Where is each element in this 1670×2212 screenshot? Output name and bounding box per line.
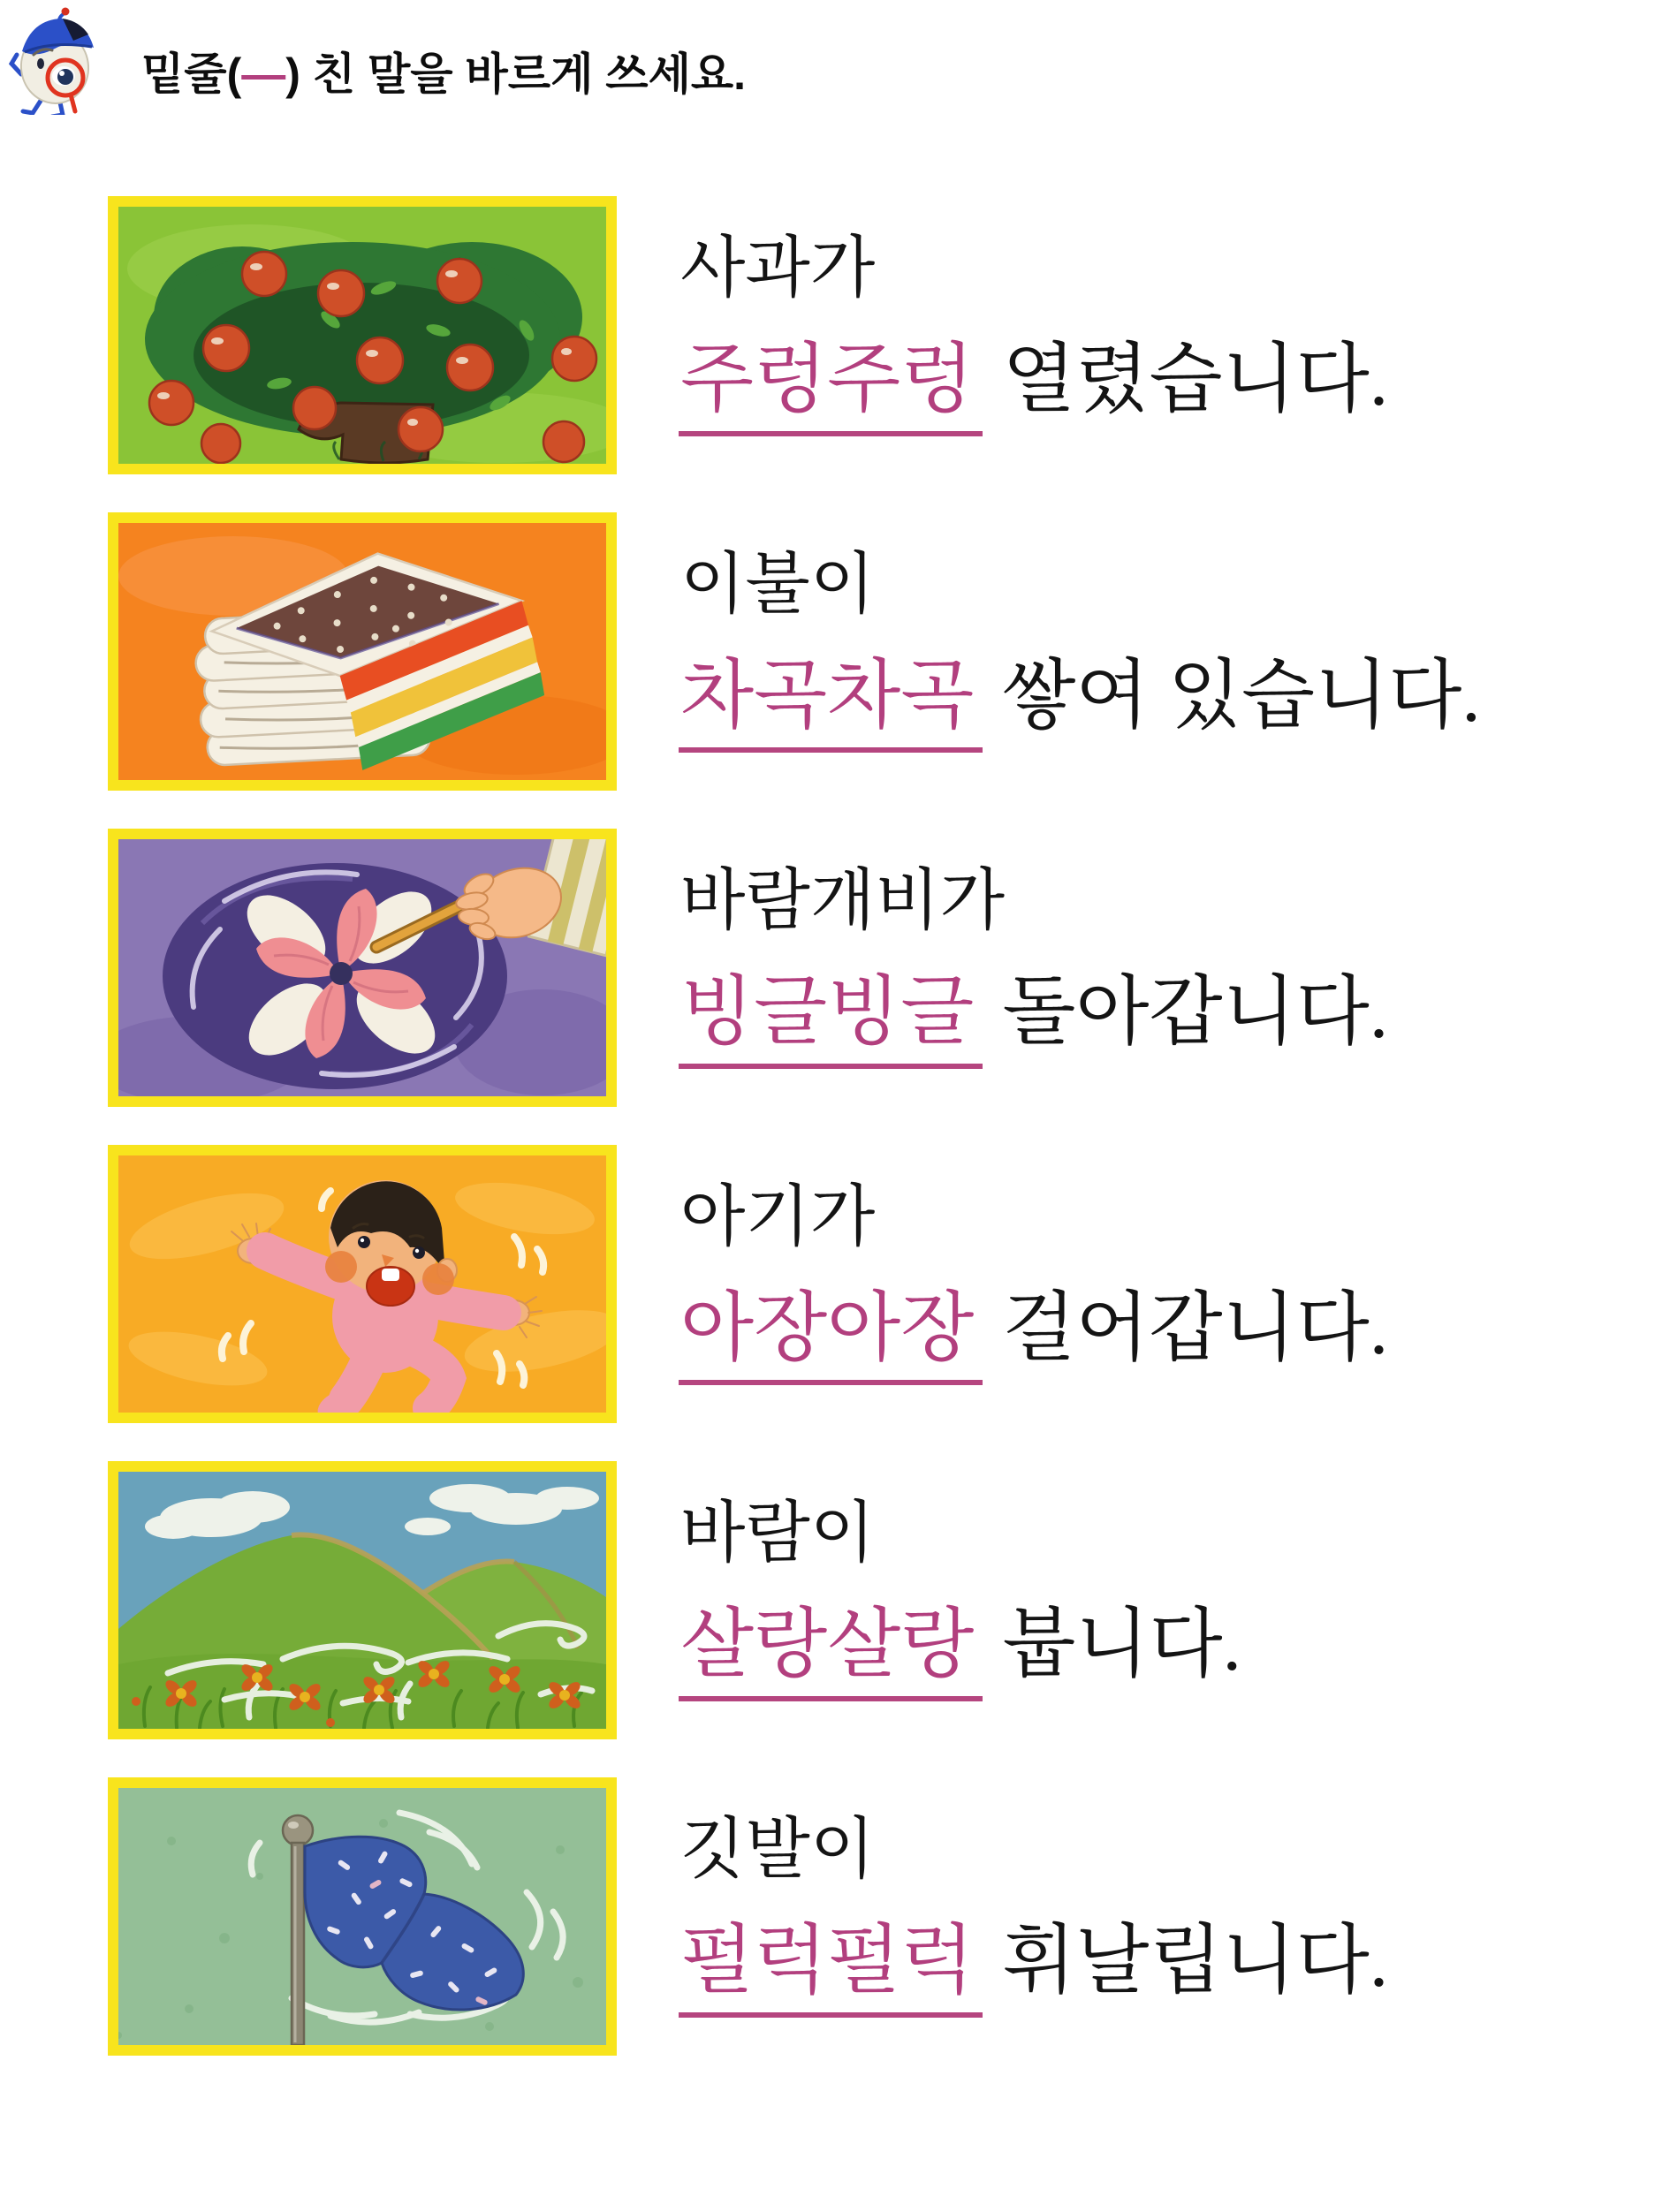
- apple-tree-illustration: [108, 196, 617, 474]
- magnifier-robot-mascot-icon: [7, 4, 106, 115]
- caption-subject: 바람이: [680, 1496, 876, 1571]
- instruction-prefix: 밑줄(: [141, 49, 242, 99]
- underlined-word: 차곡차곡: [679, 657, 983, 753]
- caption-pinwheel: [680, 863, 1389, 1069]
- caption-flag: [680, 1812, 1389, 2018]
- sentence-rest: 걸어갑니다.: [1002, 1284, 1389, 1370]
- sentence-rest: 붑니다.: [1002, 1601, 1242, 1686]
- worksheet-row-blankets: [108, 512, 1481, 791]
- caption-sentence: [680, 1284, 1389, 1385]
- worksheet-row-wind: [108, 1461, 1481, 1739]
- caption-sentence: [680, 1601, 1242, 1701]
- worksheet-row-baby: [108, 1145, 1481, 1423]
- caption-subject: 사과가: [680, 231, 876, 306]
- toddling-baby-scene: [118, 1155, 606, 1413]
- sentence-rest: 휘날립니다.: [1002, 1917, 1389, 2003]
- worksheet-row-pinwheel: [108, 829, 1481, 1107]
- breezy-hills-scene: [118, 1472, 606, 1729]
- underlined-word: 살랑살랑: [679, 1606, 983, 1701]
- caption-baby: [680, 1179, 1389, 1385]
- apple-tree-scene: [118, 207, 606, 464]
- fluttering-flag-scene: [118, 1788, 606, 2045]
- caption-apple-tree: [680, 231, 1389, 436]
- pinwheel-scene: [118, 839, 606, 1096]
- worksheet-row-flag: [108, 1777, 1481, 2056]
- underline-sample-dash: —: [241, 49, 286, 99]
- fluttering-flag-illustration: [108, 1777, 617, 2056]
- caption-wind: [680, 1496, 1242, 1701]
- worksheet-row-apple-tree: [108, 196, 1481, 474]
- caption-sentence: [680, 968, 1389, 1069]
- caption-subject: 바람개비가: [680, 863, 1006, 938]
- pinwheel-illustration: [108, 829, 617, 1107]
- folded-blankets-scene: [118, 523, 606, 780]
- caption-sentence: [680, 652, 1481, 753]
- sentence-rest: 돌아갑니다.: [1002, 968, 1389, 1054]
- caption-subject: 이불이: [680, 547, 876, 622]
- worksheet-rows: [108, 196, 1481, 2094]
- caption-subject: 아기가: [680, 1179, 876, 1254]
- instruction-text: [141, 39, 746, 102]
- caption-sentence: [680, 336, 1389, 436]
- instruction-suffix: ) 친 말을 바르게 쓰세요.: [285, 49, 747, 99]
- underlined-word: 주렁주렁: [679, 341, 983, 436]
- instruction-header: [7, 4, 746, 115]
- folded-blankets-illustration: [108, 512, 617, 791]
- caption-subject: 깃발이: [680, 1812, 876, 1887]
- breezy-hills-illustration: [108, 1461, 617, 1739]
- sentence-rest: 열렸습니다.: [1002, 336, 1389, 421]
- underlined-word: 아장아장: [679, 1290, 983, 1385]
- underlined-word: 펄럭펄럭: [679, 1922, 983, 2018]
- underlined-word: 빙글빙글: [679, 973, 983, 1069]
- toddling-baby-illustration: [108, 1145, 617, 1423]
- caption-blankets: [680, 547, 1481, 753]
- sentence-rest: 쌓여 있습니다.: [1002, 652, 1481, 738]
- caption-sentence: [680, 1917, 1389, 2018]
